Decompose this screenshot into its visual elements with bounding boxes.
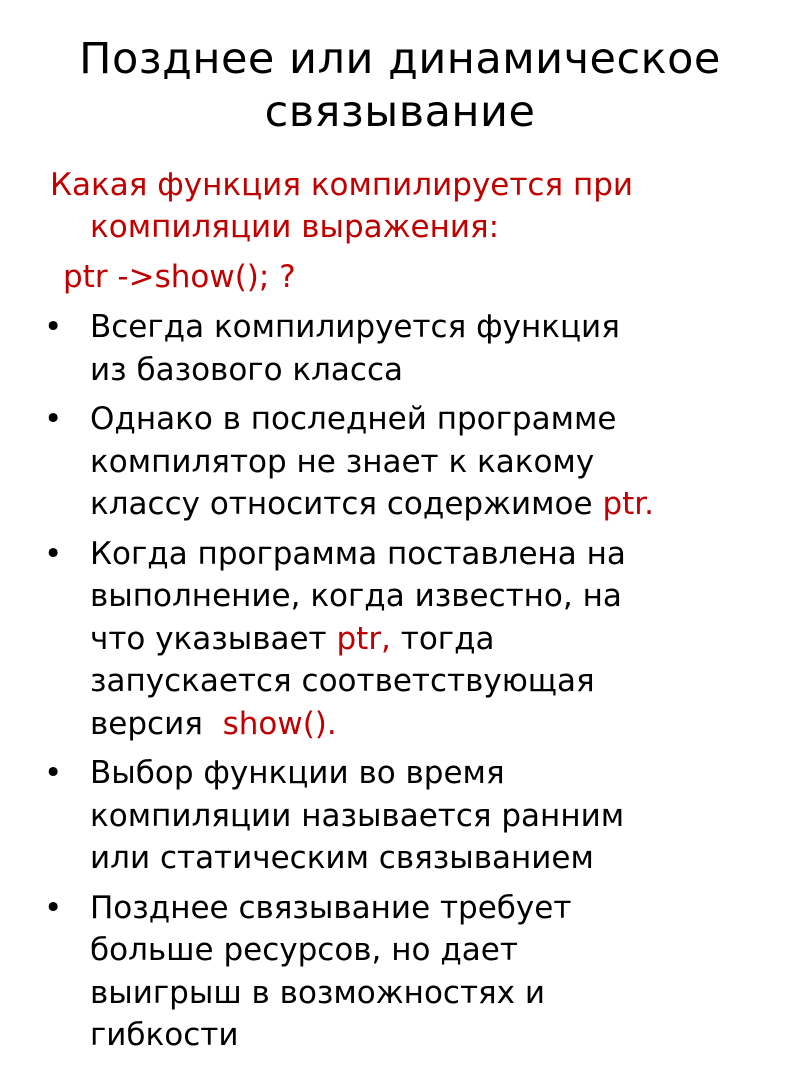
bullet-text: из базового класса xyxy=(90,351,404,388)
bullet-item xyxy=(0,306,740,391)
bullet-text: компиляции называется ранним xyxy=(90,797,625,834)
bullet-item xyxy=(0,752,740,880)
slide-title xyxy=(0,33,800,139)
bullet-icon: • xyxy=(44,535,63,572)
code-ref: show(). xyxy=(222,705,337,742)
bullet-text: Выбор функции во время xyxy=(90,755,505,791)
bullet-text: или статическим связыванием xyxy=(90,840,594,876)
bullet-text: выигрыш в возможностях и xyxy=(90,974,546,1011)
bullet-item xyxy=(0,533,740,746)
code-expression: ptr ->show(); ? xyxy=(63,259,296,295)
bullet-text: классу относится содержимое xyxy=(90,486,603,522)
title-line-1: Позднее или динамическое xyxy=(79,34,721,84)
bullet-text: больше ресурсов, но дает xyxy=(90,932,518,968)
bullet-text-line xyxy=(90,483,740,526)
bullet-icon: • xyxy=(44,889,63,926)
question-line-1: Какая функция компилируется при xyxy=(50,167,634,203)
question-heading xyxy=(50,164,770,248)
code-ref: ptr. xyxy=(602,486,655,522)
bullet-text: компилятор не знает к какому xyxy=(90,443,595,480)
bullet-text: тогда xyxy=(390,620,495,657)
bullet-icon: • xyxy=(44,401,63,437)
bullet-text-line xyxy=(90,703,740,746)
bullet-icon: • xyxy=(44,309,63,345)
bullet-item xyxy=(0,398,740,526)
bullet-text: выполнение, когда известно, на xyxy=(90,578,622,614)
bullet-text: Однако в последней программе xyxy=(90,401,617,437)
bullet-text: Всегда компилируется функция xyxy=(90,309,620,345)
title-line-2: связывание xyxy=(264,87,536,137)
bullet-text: версия xyxy=(90,705,223,742)
bullet-text-line xyxy=(90,618,740,661)
bullet-icon: • xyxy=(44,755,63,791)
bullet-text: Позднее связывание требует xyxy=(90,889,572,926)
bullet-item xyxy=(0,887,740,1057)
bullet-list xyxy=(0,306,800,1064)
bullet-text: что указывает xyxy=(90,620,337,657)
question-line-2: компиляции выражения: xyxy=(90,209,500,245)
bullet-text: гибкости xyxy=(90,1017,239,1053)
bullet-text: запускается соответствующая xyxy=(90,663,595,699)
code-ref: ptr, xyxy=(336,620,391,657)
bullet-text: Когда программа поставлена на xyxy=(90,535,626,572)
